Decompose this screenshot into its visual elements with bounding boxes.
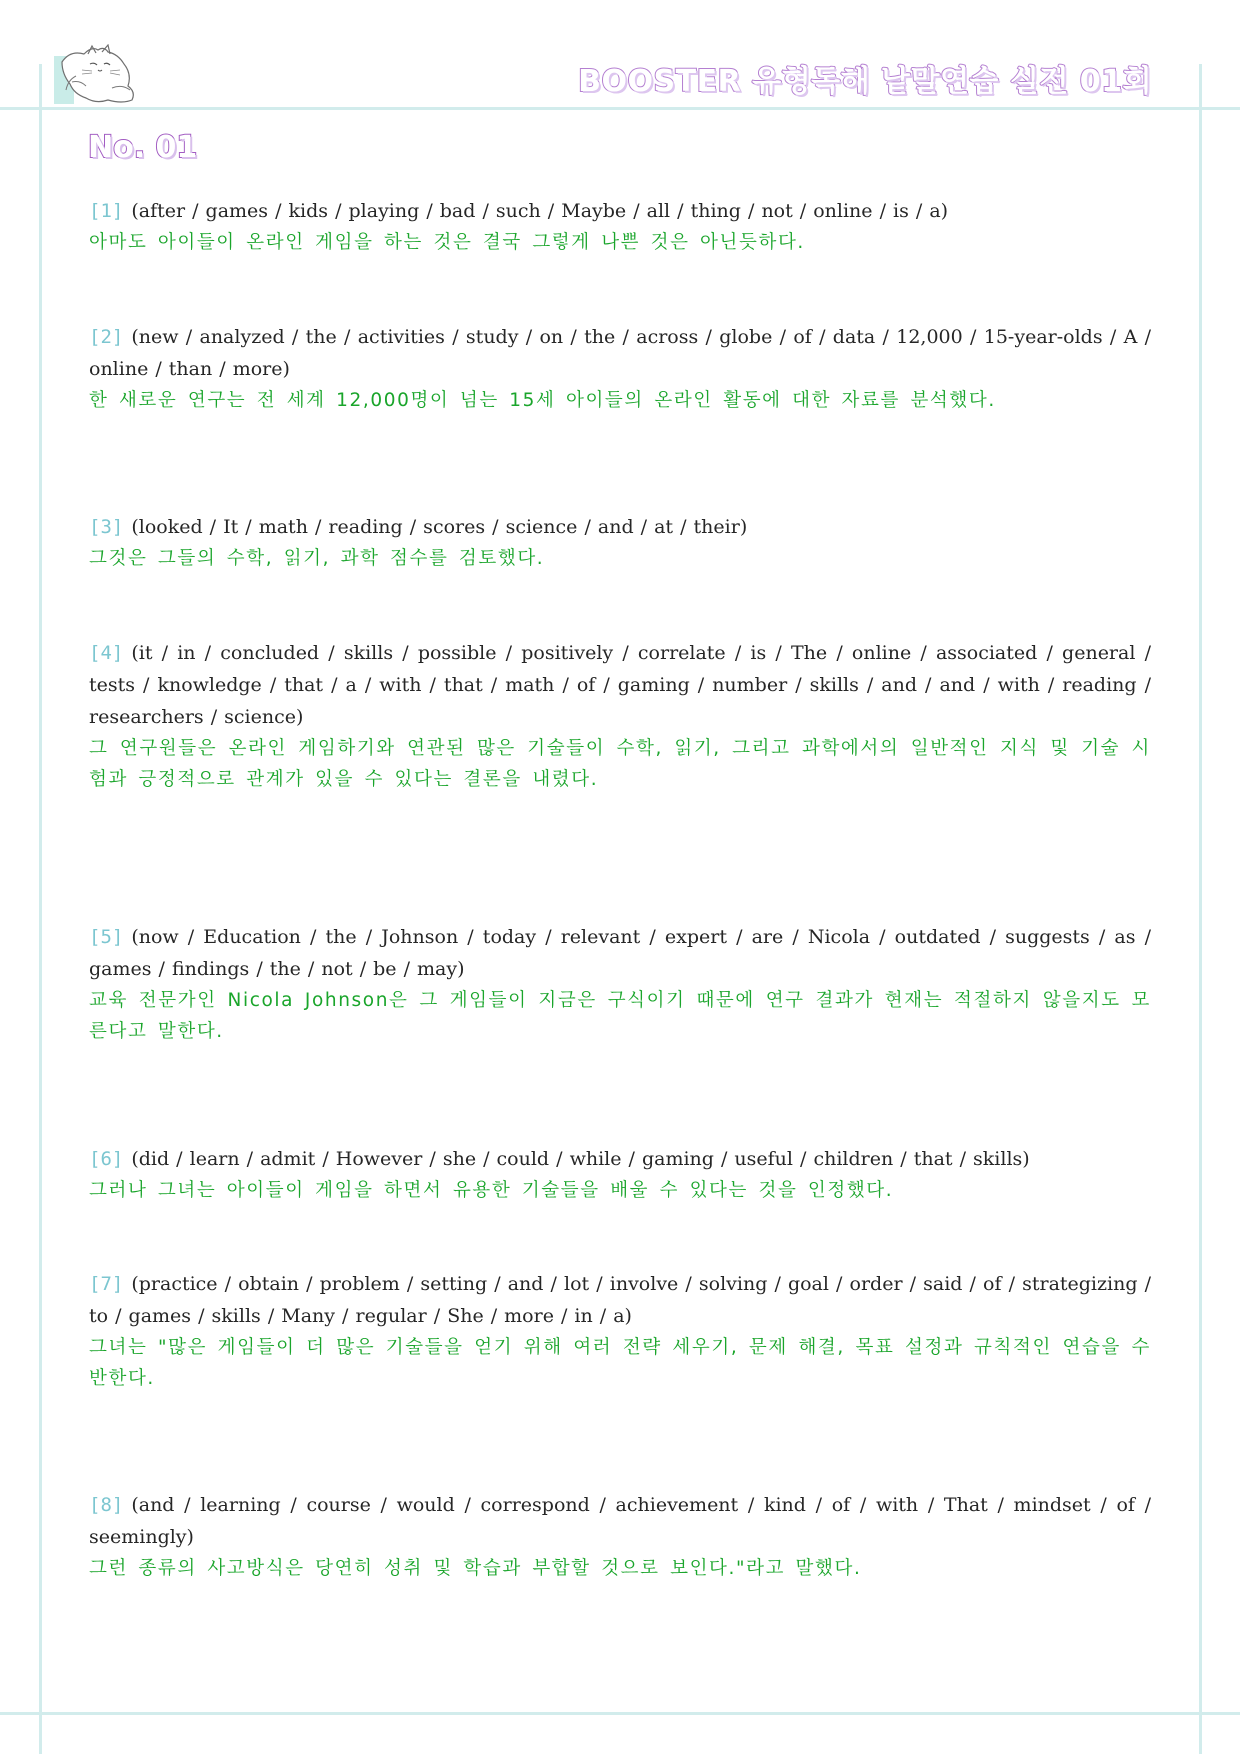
scrambled-words: (looked / It / math / reading / scores / science / and / at / their) [131, 516, 748, 538]
right-border [1199, 64, 1202, 1754]
word-list [89, 1268, 1151, 1332]
exercise-item-6 [89, 1143, 1151, 1206]
exercise-item-3 [89, 511, 1151, 574]
header-divider [0, 107, 1240, 110]
exercise-item-7 [89, 1268, 1151, 1394]
exercise-item-1 [89, 195, 1151, 258]
exercise-item-4 [89, 637, 1151, 795]
word-list [89, 1143, 1151, 1175]
word-list [89, 511, 1151, 543]
scrambled-words: (practice / obtain / problem / setting / and / lot / involve / solving / goal / order / said / of / strategizing / to / games / skills / Many / regular / She / more / in / a) [89, 1273, 1151, 1327]
scrambled-words: (new / analyzed / the / activities / study / on / the / across / globe / of / data / 12,000 / 15-year-olds / A / online / than / more) [89, 326, 1151, 380]
item-number: [6] [89, 1148, 124, 1170]
word-list [89, 1489, 1151, 1553]
scrambled-words: (now / Education / the / Johnson / today / relevant / expert / are / Nicola / outdated / suggests / as / games / findings / the / not / be / may) [89, 926, 1151, 980]
korean-translation: 그 연구원들은 온라인 게임하기와 연관된 많은 기술들이 수학, 읽기, 그리고 과학에서의 일반적인 지식 및 기술 시험과 긍정적으로 관계가 있을 수 있다는 결론을 내렸다. [89, 738, 1151, 790]
header-title [578, 56, 1152, 100]
scrambled-words: (it / in / concluded / skills / possible / positively / correlate / is / The / online / associated / general / tests / knowledge / that / a / with / that / math / of / gaming / number / skills / and / and / with / reading / researchers / science) [89, 642, 1151, 728]
exercise-item-8 [89, 1489, 1151, 1584]
item-number: [8] [89, 1494, 124, 1516]
scrambled-words: (did / learn / admit / However / she / could / while / gaming / useful / children / that / skills) [131, 1148, 1030, 1170]
scrambled-words: (and / learning / course / would / correspond / achievement / kind / of / with / That / mindset / of / seemingly) [89, 1494, 1151, 1548]
word-list [89, 921, 1151, 985]
header-title-en: BOOSTER [578, 64, 742, 99]
exercise-item-5 [89, 921, 1151, 1047]
korean-translation: 그러나 그녀는 아이들이 게임을 하면서 유용한 기술들을 배울 수 있다는 것을 인정했다. [89, 1180, 894, 1201]
korean-translation: 한 새로운 연구는 전 세계 12,000명이 넘는 15세 아이들의 온라인 활동에 대한 자료를 분석했다. [89, 390, 996, 411]
cat-logo-icon [52, 44, 144, 106]
footer-divider [0, 1712, 1240, 1715]
korean-translation: 교육 전문가인 Nicola Johnson은 그 게임들이 지금은 구식이기 때문에 연구 결과가 현재는 적절하지 않을지도 모른다고 말한다. [89, 990, 1151, 1042]
korean-translation: 그런 종류의 사고방식은 당연히 성취 및 학습과 부합할 것으로 보인다."라고 말했다. [89, 1558, 862, 1579]
korean-translation: 그것은 그들의 수학, 읽기, 과학 점수를 검토했다. [89, 548, 545, 569]
exercise-item-2 [89, 321, 1151, 416]
scrambled-words: (after / games / kids / playing / bad / such / Maybe / all / thing / not / online / is / a) [131, 200, 949, 222]
word-list [89, 321, 1151, 385]
korean-translation: 그녀는 "많은 게임들이 더 많은 기술들을 얻기 위해 여러 전략 세우기, 문제 해결, 목표 설정과 규칙적인 연습을 수반한다. [89, 1337, 1151, 1389]
item-number: [7] [89, 1273, 124, 1295]
item-number: [4] [89, 642, 124, 664]
korean-translation: 아마도 아이들이 온라인 게임을 하는 것은 결국 그렇게 나쁜 것은 아닌듯하다. [89, 232, 805, 253]
page-number-label: No. 01 [88, 130, 198, 165]
left-border [39, 64, 42, 1754]
header-title-ko: 유형독해 낱말연습 실전 01회 [752, 64, 1152, 99]
item-number: [5] [89, 926, 124, 948]
word-list [89, 195, 1151, 227]
item-number: [1] [89, 200, 124, 222]
item-number: [3] [89, 516, 124, 538]
word-list [89, 637, 1151, 733]
item-number: [2] [89, 326, 124, 348]
